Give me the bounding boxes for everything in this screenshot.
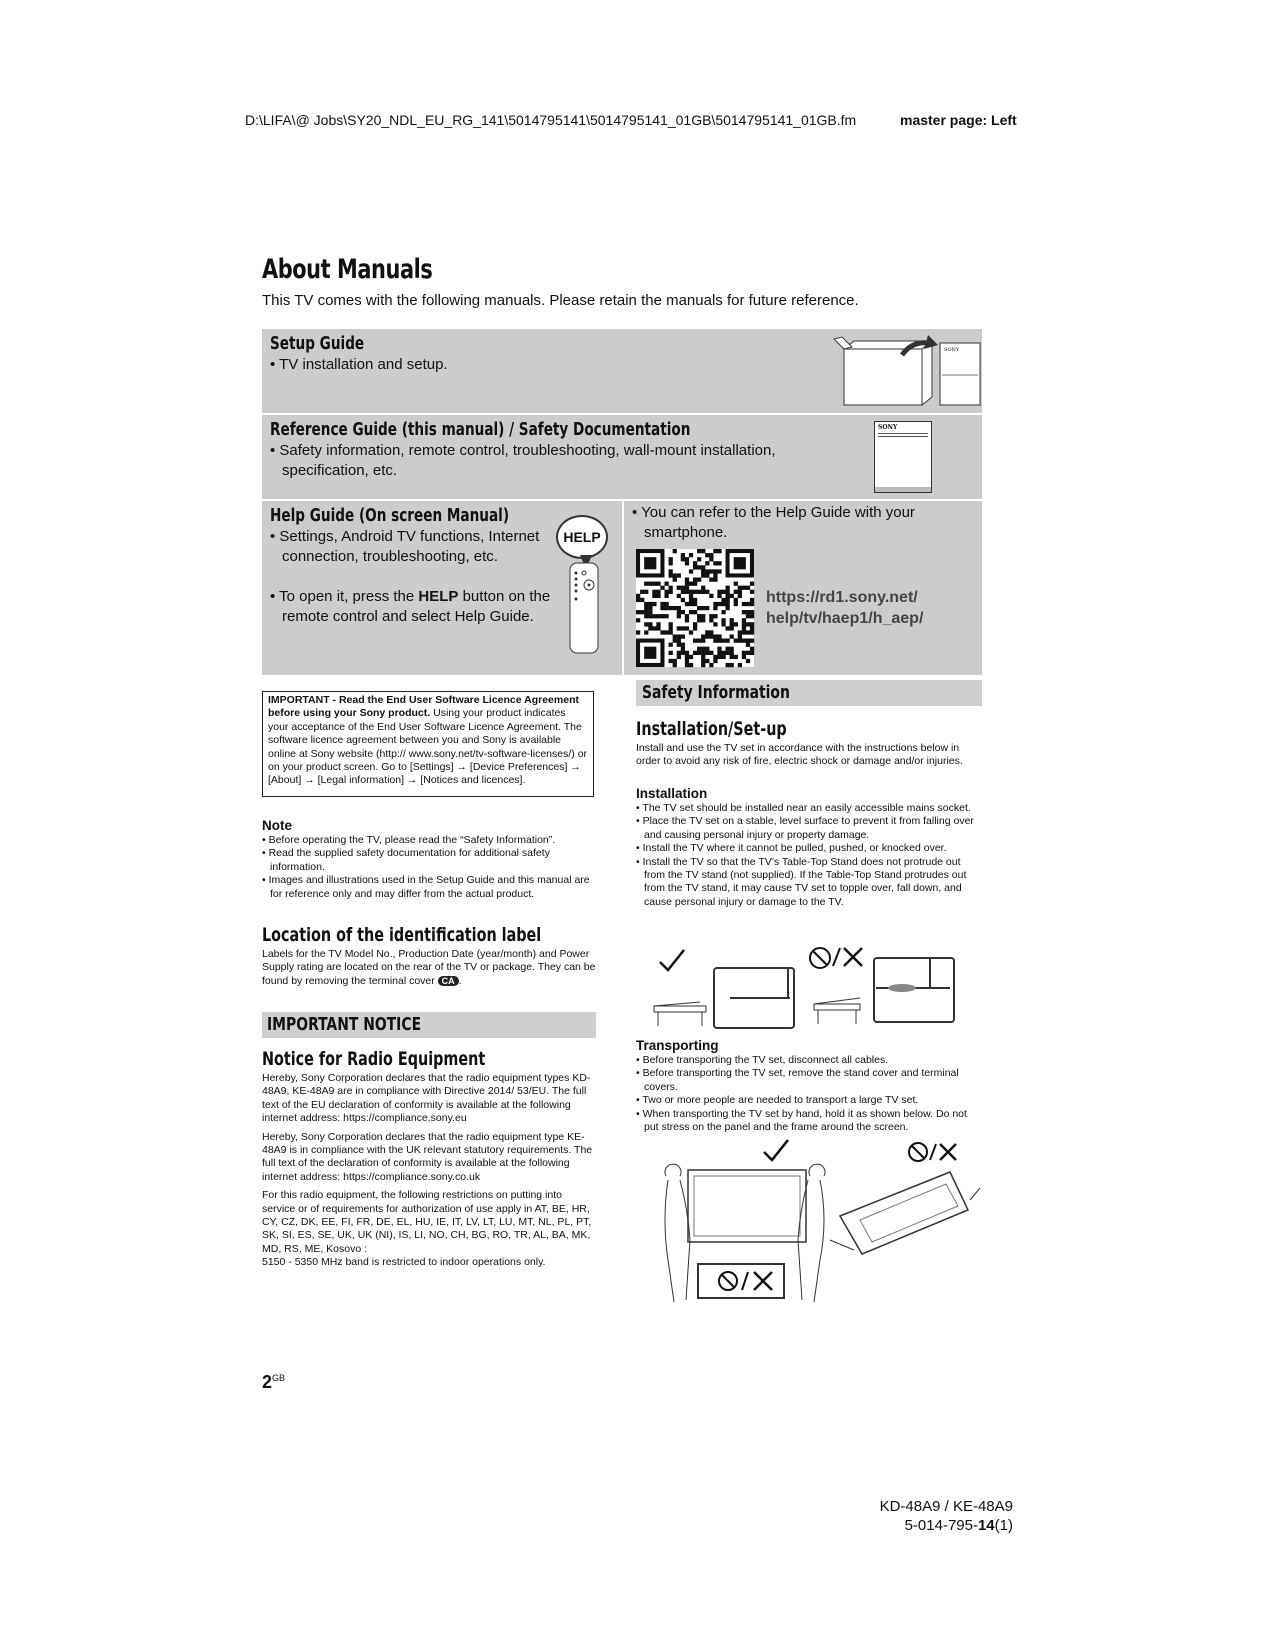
- reference-guide-box: [262, 415, 982, 499]
- prohibited-icon: [810, 948, 840, 968]
- x-icon: [940, 1144, 956, 1160]
- list-item: • Before transporting the TV set, remove the stand cover and terminal covers.: [636, 1067, 959, 1093]
- setup-guide-bullet: • TV installation and setup.: [270, 356, 448, 373]
- installation-title: Installation: [636, 786, 708, 801]
- smartphone-text: • You can refer to the Help Guide with your smartphone.: [632, 504, 915, 541]
- setup-guide-title: Setup Guide: [270, 333, 365, 354]
- model-number: KD-48A9 / KE-48A9: [879, 1498, 1013, 1515]
- help-guide-smartphone-box: [624, 501, 982, 675]
- qr-code-icon: [636, 549, 754, 667]
- help-guide-url[interactable]: https://rd1.sony.net/ help/tv/haep1/h_aep/: [766, 589, 924, 627]
- page-title: About Manuals: [262, 254, 433, 285]
- id-label-text: Labels for the TV Model No., Production Date (year/month) and Power Supply rating are located on the rear of the TV or package. They can be found by removing the terminal cover CA .: [262, 948, 596, 987]
- radio-notice-text: Hereby, Sony Corporation declares that the radio equipment types KD-48A9, KE-48A9 are in compliance with Directive 2014/ 53/EU. The full text of the EU declaration of conformity is available at the following internet address: https://compliance.sony.eu Hereby, Sony Corporation declares that the radio equipment type KE-48A9 is in compliance with the UK relevant statutory requirements. The full text of the declaration of conformity is available at the following internet address: https://compliance.sony.co.uk For this radio equipment, the following restrictions on putting into service or of requirements for authorization of use apply in AT, BE, HR, CY, CZ, DK, EE, FI, FR, DE, EL, HU, IE, IT, LV, LT, LU, MT, NL, PL, PT, SK, SI, ES, SE, UK, UK (NI), IS, LI, NO, CH, BG, RO, TR, AL, BA, MK, MD, RS, ME, Kosovo : 5150 - 5350 MHz band is restricted to indoor operations only.: [262, 1072, 593, 1269]
- list-item: • The TV set should be installed near an easily accessible mains socket.: [636, 802, 971, 814]
- reference-guide-bullet-2: specification, etc.: [282, 462, 398, 479]
- eula-notice-box: IMPORTANT - Read the End User Software Licence Agreement before using your Sony product. Using your product indicates your acceptance of the End User Software Licence Agreement. The software licence agreement between you and Sony is available online at Sony website (http:// www.sony.net/tv-software-licenses/) or on your product screen. Go to [Settings] → [Device Preferences] → [About] → [Legal information] → [Notices and licences].: [262, 691, 594, 797]
- manual-icon: [874, 421, 932, 493]
- intro-text: This TV comes with the following manuals. Please retain the manuals for future reference.: [262, 292, 859, 309]
- svg-text:SONY: SONY: [944, 347, 960, 353]
- important-notice-band: IMPORTANT NOTICE: [262, 1012, 596, 1038]
- manual-brand: SONY: [878, 424, 898, 431]
- list-item: • Images and illustrations used in the Setup Guide and this manual are for reference only and may differ from the actual product.: [262, 874, 590, 900]
- safety-intro: Install and use the TV set in accordance with the instructions below in order to avoid any risk of fire, electric shock or damage and/or injuries.: [636, 742, 963, 768]
- tv-carry-illustration: [650, 1140, 980, 1306]
- safety-information-band: Safety Information: [636, 680, 982, 706]
- setup-guide-box: [262, 329, 982, 413]
- list-item: • Install the TV where it cannot be pulled, pushed, or knocked over.: [636, 842, 947, 855]
- tv-stand-illustration: [650, 944, 970, 1034]
- radio-notice-title: Notice for Radio Equipment: [262, 1048, 486, 1070]
- check-icon: [660, 950, 684, 970]
- remote-icon: [562, 555, 602, 655]
- help-bubble-icon: HELP: [556, 515, 608, 559]
- help-guide-bullet-1: • Settings, Android TV functions, Internet connection, troubleshooting, etc.: [270, 528, 540, 565]
- list-item: • Before transporting the TV set, disconnect all cables.: [636, 1054, 889, 1066]
- master-page-label: master page: Left: [900, 112, 1017, 128]
- file-path: D:\LIFA\@ Jobs\SY20_NDL_EU_RG_141\5014795141\5014795141_01GB\5014795141_01GB.fm: [245, 112, 857, 128]
- box-icon: [832, 333, 982, 409]
- list-item: • Place the TV set on a stable, level surface to prevent it from falling over and causing personal injury or property damage.: [636, 815, 974, 841]
- transporting-title: Transporting: [636, 1038, 719, 1053]
- note-list: [262, 834, 596, 901]
- list-item: • Before operating the TV, please read the “Safety Information”.: [262, 834, 556, 846]
- list-item: • When transporting the TV set by hand, hold it as shown below. Do not put stress on the panel and the frame around the screen.: [636, 1107, 967, 1134]
- list-item: • Two or more people are needed to transport a large TV set.: [636, 1094, 919, 1107]
- list-item: • Install the TV so that the TV’s Table-Top Stand does not protrude out from the TV stand (not supplied). If the Table-Top Stand protrudes out from the TV stand, it may cause TV set to topple over, fall down, and cause personal injury or damage to the TV.: [636, 855, 967, 908]
- reference-guide-bullet-1: • Safety information, remote control, troubleshooting, wall-mount installation,: [270, 442, 776, 459]
- help-guide-title: Help Guide (On screen Manual): [270, 505, 510, 526]
- list-item: • Read the supplied safety documentation for additional safety information.: [262, 847, 550, 873]
- note-title: Note: [262, 818, 292, 833]
- help-guide-box: [262, 501, 622, 675]
- page-number: $2^{GB}$: [262, 1372, 286, 1392]
- reference-guide-title: Reference Guide (this manual) / Safety Documentation: [270, 419, 691, 440]
- terminal-cover-badge: CA: [438, 976, 459, 986]
- transporting-list: [636, 1054, 982, 1134]
- id-label-title: Location of the identification label: [262, 924, 542, 946]
- part-code: 5-014-795-14(1): [904, 1517, 1013, 1534]
- prohibited-icon: [909, 1143, 936, 1161]
- installation-list: [636, 802, 982, 909]
- help-guide-bullet-2: • To open it, press the HELP button on the remote control and select Help Guide.: [270, 588, 551, 625]
- installation-setup-title: Installation/Set-up: [636, 718, 787, 740]
- x-icon: [844, 948, 862, 966]
- check-icon: [764, 1140, 788, 1160]
